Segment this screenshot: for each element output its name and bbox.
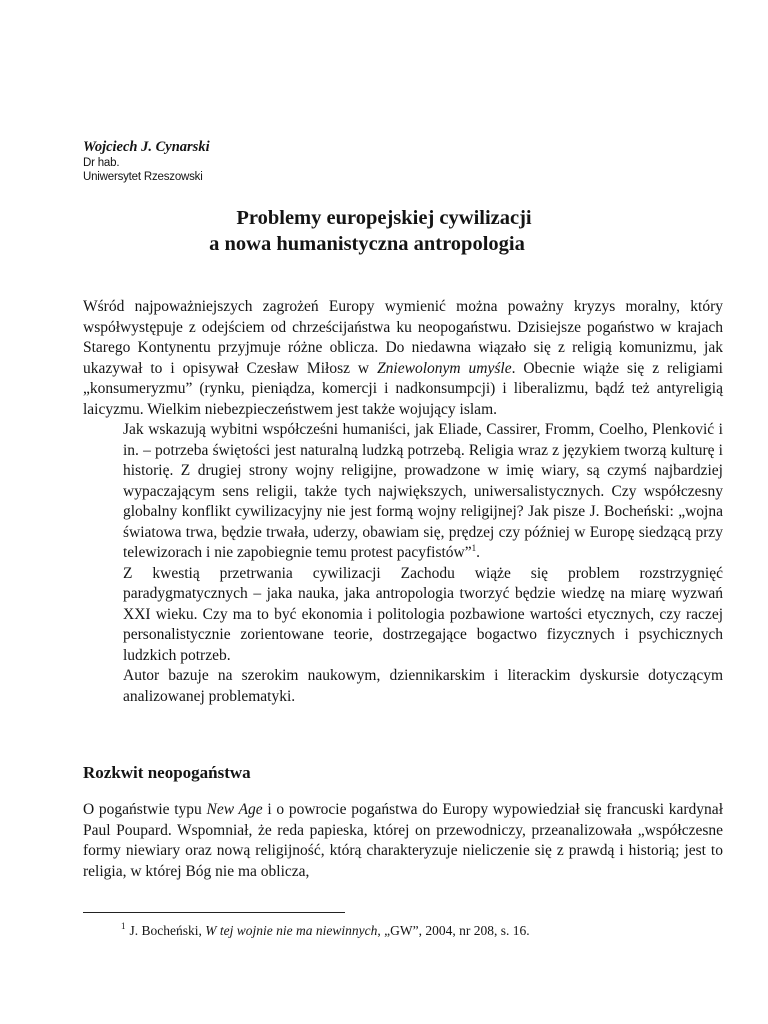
intro-text	[83, 297, 723, 707]
paragraph: Wśród najpoważniejszych zagrożeń Europy wymienić można poważny kryzys moralny, który współwystępuje z odejściem od chrześcijaństwa ku neopogaństwu. Dzisiejsze pogaństwo w krajach Starego Kontynentu przyjmuje różne oblicza. Do niedawna wiązało się z religią komunizmu, jak ukazywał to i opisywał Czesław Miłosz w Zniewolonym umyśle. Obecnie wiąże się z religiami „konsumeryzmu” (rynku, pieniądza, komercji i nadkonsumpcji) i liberalizmu, bądź też antyreligią laicyzmu. Wielkim niebezpieczeństwem jest także wojujący islam.	[83, 298, 723, 418]
author-name: Wojciech J. Cynarski	[83, 139, 210, 155]
section-heading: Rozkwit neopogaństwa	[83, 763, 251, 782]
footnote-divider	[83, 912, 345, 913]
paragraph: Autor bazuje na szerokim naukowym, dziennikarskim i literackim dyskursie dotyczącym analizowanej problematyki.	[123, 667, 723, 705]
title-line-1: Problemy europejskiej cywilizacji	[236, 207, 532, 229]
title-line-2: a nowa humanistyczna antropologia	[209, 233, 525, 255]
paragraph: Jak wskazują wybitni współcześni humaniści, jak Eliade, Cassirer, Fromm, Coelho, Plenković i in. – potrzeba świętości jest naturalną ludzką potrzebą. Religia wraz z językiem tworzą kulturę i historię. Z drugiej strony wojny religijne, prowadzone w imię wiary, są czymś najbardziej wypaczającym sens religii, także tych największych, uniwersalistycznych. Czy współczesny globalny konflikt cywilizacyjny nie jest formą wojny religijnej? Jak pisze J. Bocheński: „wojna światowa trwa, będzie trwała, uderzy, obawiam się, prędzej czy później w Europę siedzącą przy telewizorach i nie zapobiegnie temu protest pacyfistów”$^1$.	[123, 421, 723, 561]
footnote: $^1$ J. Bocheński, W tej wojnie nie ma niewinnych, „GW”, 2004, nr 208, s. 16.	[121, 921, 530, 938]
article-title	[0, 205, 768, 257]
footnote-ref: 1	[471, 543, 477, 553]
author-degree: Dr hab.	[83, 157, 120, 169]
footnote-number: 1	[121, 921, 126, 931]
author-block	[83, 138, 210, 184]
author-affiliation: Uniwersytet Rzeszowski	[83, 171, 203, 183]
section-text	[83, 800, 723, 882]
paragraph: Z kwestią przetrwania cywilizacji Zachodu wiąże się problem rozstrzygnięć paradygmatycznych – jaka nauka, jaka antropologia tworzyć będzie wiedzę na miarę wyzwań XXI wieku. Czy ma to być ekonomia i politologia pozbawione wartości etycznych, czy raczej personalistycznie zorientowane teorie, dostrzegające bogactwo fizycznych i psychicznych ludzkich potrzeb.	[123, 564, 723, 664]
paragraph: O pogaństwie typu New Age i o powrocie pogaństwa do Europy wypowiedział się francuski kardynał Paul Poupard. Wspomniał, że reda papieska, której on przewodniczy, przeanalizowała „współczesne formy niewiary oraz nową religijność, którą charakteryzuje nieliczenie się z prawdą i historią; jest to religia, w której Bóg nie ma oblicza,	[83, 801, 723, 880]
